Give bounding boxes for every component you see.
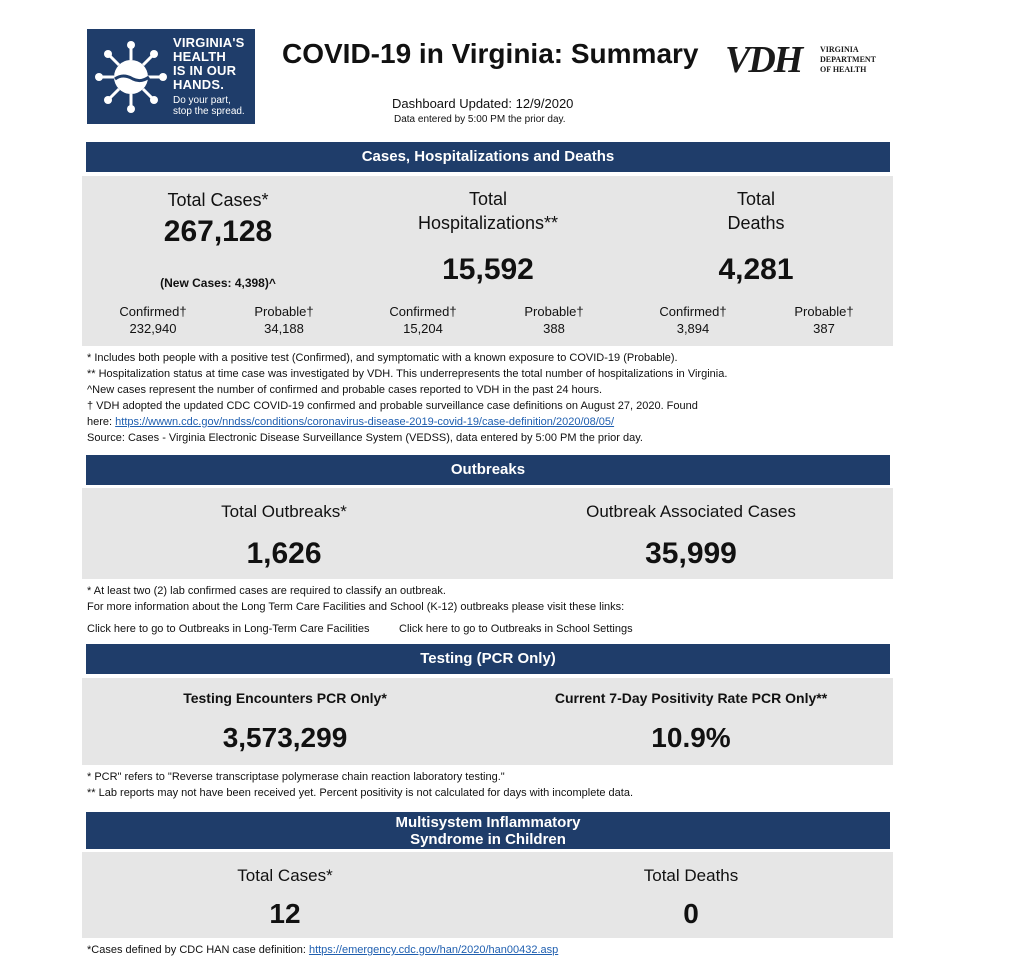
outbreak-associated-cases-label: Outbreak Associated Cases	[586, 502, 796, 521]
total-outbreaks-value: 1,626	[246, 537, 322, 570]
section-header-mis-c	[86, 812, 890, 849]
hosp-confirmed-value: 15,204	[403, 321, 443, 336]
logo-tagline: stop the spread.	[173, 106, 245, 117]
logo-line: HEALTH	[173, 49, 226, 64]
footnote: ** Hospitalization status at time case was investigated by VDH. This underrepresents the total number of hospitalizations in Virginia.	[87, 368, 728, 380]
data-entry-note: Data entered by 5:00 PM the prior day.	[394, 114, 566, 125]
virus-icon	[93, 35, 169, 115]
positivity-rate-value: 10.9%	[651, 722, 731, 753]
vdh-line: DEPARTMENT	[820, 55, 877, 64]
testing-encounters-label: Testing Encounters PCR Only*	[183, 690, 387, 706]
footnote: * At least two (2) lab confirmed cases are required to classify an outbreak.	[87, 585, 446, 597]
source-note: Source: Cases - Virginia Electronic Disease Surveillance System (VEDSS), data entered by 5:00 PM the prior day.	[87, 432, 643, 444]
footnote: * Includes both people with a positive test (Confirmed), and symptomatic with a known exposure to COVID-19 (Probable).	[87, 352, 678, 364]
dashboard-updated: Dashboard Updated: 12/9/2020	[392, 96, 574, 111]
deaths-label-line1: Total	[736, 189, 776, 209]
footnote: * PCR" refers to "Reverse transcriptase polymerase chain reaction laboratory testing."	[87, 771, 505, 783]
page-title: COVID-19 in Virginia: Summary	[282, 38, 699, 69]
total-outbreaks-label: Total Outbreaks*	[221, 502, 347, 521]
total-cases-label: Total Cases*	[167, 190, 269, 210]
hospitalizations-value: 15,592	[442, 253, 534, 286]
deaths-label-line2: Deaths	[727, 213, 785, 233]
deaths-probable-value: 387	[813, 321, 835, 336]
logo-line: IS IN OUR	[173, 63, 237, 78]
cases-probable-label: Probable†	[254, 304, 314, 319]
deaths-value: 4,281	[718, 253, 794, 286]
section-header-testing: Testing (PCR Only)	[86, 644, 890, 674]
logo-line: VIRGINIA'S	[173, 35, 245, 50]
vdh-logo	[725, 40, 885, 82]
ltc-outbreaks-link[interactable]: Click here to go to Outbreaks in Long-Term Care Facilities	[87, 623, 370, 635]
footnote: For more information about the Long Term Care Facilities and School (K-12) outbreaks please visit these links:	[87, 601, 625, 613]
campaign-logo	[87, 29, 255, 124]
cases-probable-value: 34,188	[264, 321, 304, 336]
mis-c-deaths-label: Total Deaths	[643, 866, 739, 885]
deaths-confirmed-label: Confirmed†	[659, 304, 727, 319]
cases-confirmed-value: 232,940	[129, 321, 177, 336]
footnote: ** Lab reports may not have been received yet. Percent positivity is not calculated for days with incomplete data.	[87, 787, 634, 799]
mis-c-cases-label: Total Cases*	[237, 866, 333, 885]
new-cases: (New Cases: 4,398)^	[160, 276, 276, 290]
hospitalizations-label-line2: Hospitalizations**	[417, 213, 559, 233]
footnote: † VDH adopted the updated CDC COVID-19 confirmed and probable surveillance case definitions on August 27, 2020. Found	[87, 400, 698, 412]
logo-line: HANDS.	[173, 77, 225, 92]
case-definition-line	[87, 414, 614, 430]
cdc-case-definition-link[interactable]: https://wwwn.cdc.gov/nndss/conditions/coronavirus-disease-2019-covid-19/case-definition/2020/08/05/	[115, 416, 615, 428]
mis-c-footnote	[87, 942, 558, 958]
positivity-rate-label: Current 7-Day Positivity Rate PCR Only**	[554, 690, 828, 706]
vdh-mark: VDH	[725, 39, 802, 81]
hosp-confirmed-label: Confirmed†	[389, 304, 457, 319]
section-header-outbreaks: Outbreaks	[86, 455, 890, 485]
mis-c-note-prefix: *Cases defined by CDC HAN case definition:	[87, 944, 309, 956]
mis-c-deaths-value: 0	[683, 898, 699, 929]
cases-confirmed-label: Confirmed†	[119, 304, 187, 319]
cdc-han-link[interactable]: https://emergency.cdc.gov/han/2020/han00432.asp	[308, 944, 559, 956]
hosp-probable-value: 388	[543, 321, 565, 336]
mis-c-title-line2: Syndrome in Children	[410, 831, 566, 848]
outbreak-associated-cases-value: 35,999	[645, 537, 737, 570]
hospitalizations-label-line1: Total	[468, 189, 508, 209]
here-prefix: here:	[87, 416, 116, 428]
vdh-line: OF HEALTH	[820, 65, 867, 74]
hosp-probable-label: Probable†	[524, 304, 584, 319]
section-header-cases: Cases, Hospitalizations and Deaths	[86, 142, 890, 172]
logo-tagline: Do your part,	[173, 95, 231, 106]
testing-encounters-value: 3,573,299	[222, 722, 348, 753]
total-cases-value: 267,128	[163, 215, 273, 248]
footnote: ^New cases represent the number of confirmed and probable cases reported to VDH in the past 24 hours.	[87, 384, 603, 396]
mis-c-title-line1: Multisystem Inflammatory	[395, 814, 581, 831]
deaths-confirmed-value: 3,894	[676, 321, 710, 336]
mis-c-cases-value: 12	[269, 898, 301, 929]
school-outbreaks-link[interactable]: Click here to go to Outbreaks in School Settings	[399, 623, 633, 635]
vdh-line: VIRGINIA	[820, 45, 859, 54]
deaths-probable-label: Probable†	[794, 304, 854, 319]
